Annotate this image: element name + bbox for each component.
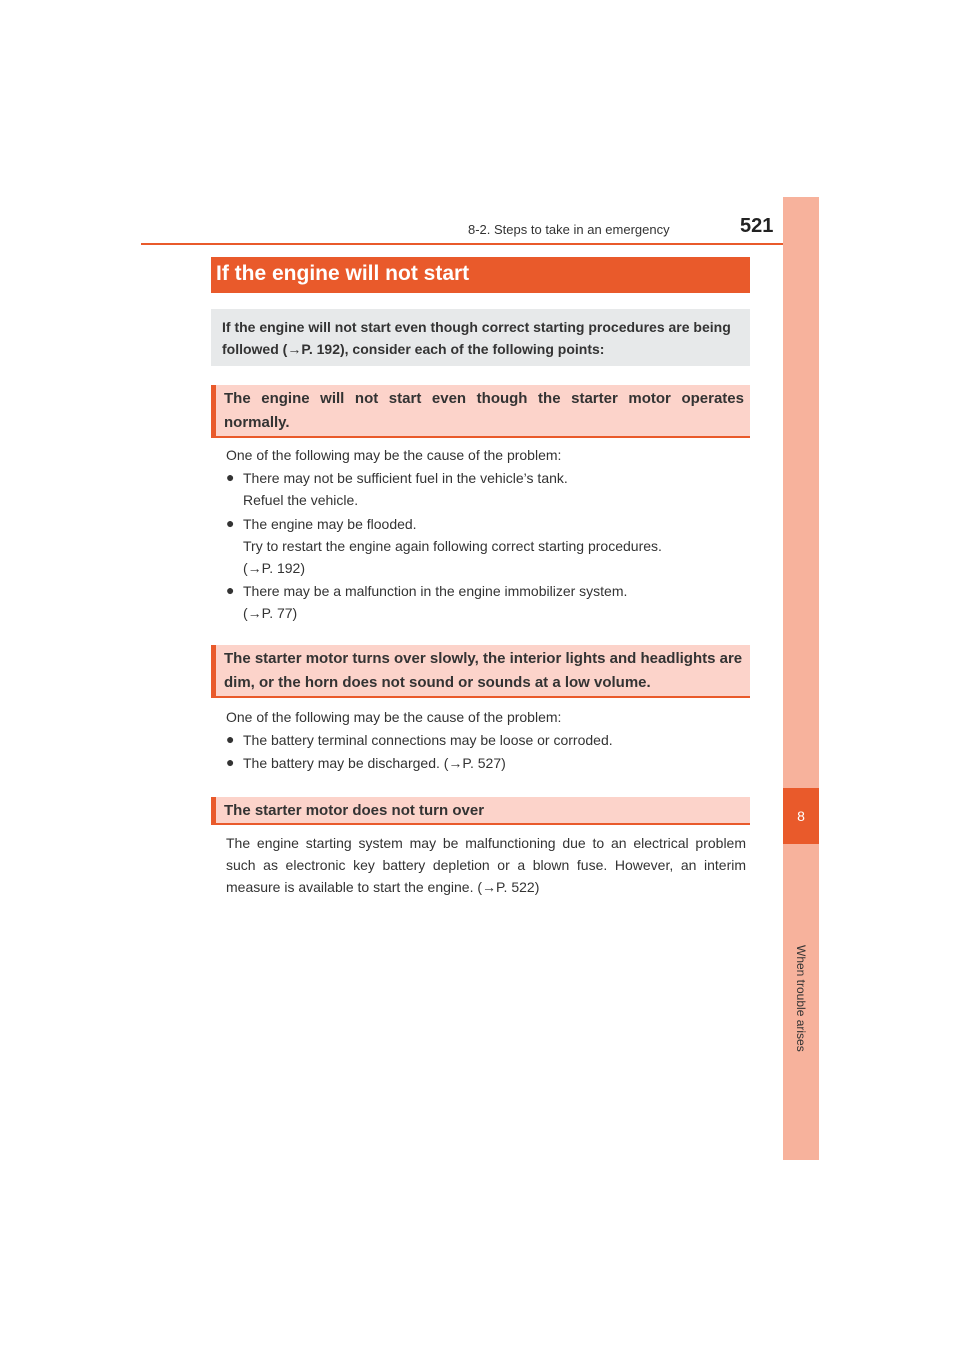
section-label: 8-2. Steps to take in an emergency [468,222,670,237]
bullet-icon: ● [226,754,235,770]
bullet-icon: ● [226,731,235,747]
page-title: If the engine will not start [216,262,470,285]
intro-text: If the engine will not start even though correct starting procedures are being followed (→P. 192), consider each of the following points: [222,319,731,357]
section2-lead: One of the following may be the cause of the problem: [226,709,562,725]
section1-lead: One of the following may be the cause of the problem: [226,447,562,463]
section1-item-2-detail: Try to restart the engine again following correct starting procedures. [243,538,662,554]
bullet-icon: ● [226,582,235,598]
section1-item-3: There may be a malfunction in the engine immobilizer system. [243,583,628,599]
section1-item-1: There may not be sufficient fuel in the vehicle’s tank. [243,470,568,486]
chapter-number-tab[interactable]: 8 [783,788,819,844]
section2-heading: The starter motor turns over slowly, the interior lights and headlights are dim, or the horn does not sound or sounds at a low volume. [224,650,743,691]
section3-text: The engine starting system may be malfunctioning due to an electrical problem such as electronic key battery depletion or a blown fuse. However, an interim measure is available to start the engine. (→P. 522) [226,835,746,895]
bullet-icon: ● [226,515,235,531]
section2-item-2: The battery may be discharged. (→P. 527) [243,755,506,771]
chapter-title: When trouble arises [794,945,808,1052]
section1-item-2-ref[interactable]: (→P. 192) [243,560,305,576]
section3-heading: The starter motor does not turn over [224,802,485,819]
header-rule [141,243,819,245]
page-number: 521 [740,215,774,237]
section2-item-1: The battery terminal connections may be loose or corroded. [243,732,613,748]
bullet-icon: ● [226,469,235,485]
section1-heading: The engine will not start even though the starter motor operates normally. [224,390,744,431]
section1-item-2: The engine may be flooded. [243,516,417,532]
section1-item-3-ref[interactable]: (→P. 77) [243,605,298,621]
section1-item-1-detail: Refuel the vehicle. [243,492,359,508]
